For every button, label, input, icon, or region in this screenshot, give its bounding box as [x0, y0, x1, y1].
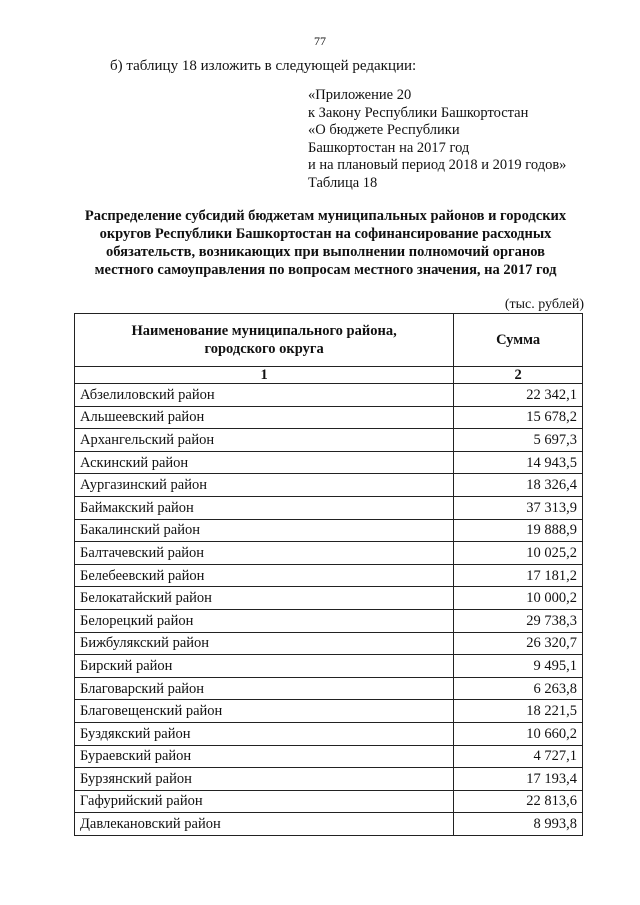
table-title	[68, 207, 583, 279]
subsidy-amount: 29 738,3	[454, 609, 583, 632]
table-row	[75, 587, 583, 610]
subsidy-amount: 5 697,3	[454, 429, 583, 452]
district-name: Белокатайский район	[75, 587, 454, 610]
table-row	[75, 451, 583, 474]
appendix-block	[308, 87, 566, 192]
subsidy-amount: 18 221,5	[454, 700, 583, 723]
appendix-line: Таблица 18	[308, 174, 378, 191]
subsidy-amount: 6 263,8	[454, 677, 583, 700]
district-name: Архангельский район	[75, 429, 454, 452]
district-name: Балтачевский район	[75, 542, 454, 565]
column-number-row	[75, 367, 583, 384]
appendix-line: и на плановый период 2018 и 2019 годов»	[308, 157, 567, 173]
table-row	[75, 519, 583, 542]
table-row	[75, 406, 583, 429]
district-name: Гафурийский район	[75, 790, 454, 813]
table-row	[75, 609, 583, 632]
table-row	[75, 384, 583, 407]
table-row	[75, 429, 583, 452]
district-name: Абзелиловский район	[75, 384, 454, 407]
title-line: местного самоуправления по вопросам местного значения, на 2017 год	[94, 262, 557, 278]
column-number: 1	[75, 367, 454, 384]
table-body	[75, 384, 583, 836]
table-row	[75, 564, 583, 587]
table-row	[75, 768, 583, 791]
subsidy-amount: 8 993,8	[454, 813, 583, 836]
header-name	[75, 314, 454, 367]
subsidy-amount: 18 326,4	[454, 474, 583, 497]
title-line: Распределение субсидий бюджетам муниципальных районов и городских	[84, 208, 567, 224]
district-name: Аскинский район	[75, 451, 454, 474]
subsidy-amount: 9 495,1	[454, 655, 583, 678]
subsidy-amount: 15 678,2	[454, 406, 583, 429]
district-name: Благовещенский район	[75, 700, 454, 723]
table-row	[75, 745, 583, 768]
intro-text: б) таблицу 18 изложить в следующей редакции:	[110, 58, 417, 74]
header-sum: Сумма	[454, 314, 583, 367]
subsidy-amount: 4 727,1	[454, 745, 583, 768]
units-label: (тыс. рублей)	[504, 297, 584, 312]
appendix-line: Башкортостан на 2017 год	[308, 139, 470, 156]
column-number: 2	[454, 367, 583, 384]
table-header-row	[75, 314, 583, 367]
district-name: Бижбулякский район	[75, 632, 454, 655]
table-row	[75, 722, 583, 745]
district-name: Баймакский район	[75, 496, 454, 519]
subsidy-table	[74, 313, 583, 836]
district-name: Белорецкий район	[75, 609, 454, 632]
subsidy-amount: 14 943,5	[454, 451, 583, 474]
district-name: Бураевский район	[75, 745, 454, 768]
table-row	[75, 813, 583, 836]
subsidy-amount: 17 193,4	[454, 768, 583, 791]
subsidy-amount: 10 025,2	[454, 542, 583, 565]
appendix-line: «О бюджете Республики	[308, 122, 460, 138]
header-name-line: городского округа	[204, 341, 324, 357]
subsidy-amount: 22 813,6	[454, 790, 583, 813]
table-row	[75, 496, 583, 519]
district-name: Альшеевский район	[75, 406, 454, 429]
title-line: обязательств, возникающих при выполнении полномочий органов	[106, 244, 545, 260]
table-row	[75, 542, 583, 565]
district-name: Давлекановский район	[75, 813, 454, 836]
subsidy-amount: 19 888,9	[454, 519, 583, 542]
district-name: Бурзянский район	[75, 768, 454, 791]
subsidy-amount: 17 181,2	[454, 564, 583, 587]
district-name: Белебеевский район	[75, 564, 454, 587]
table-row	[75, 632, 583, 655]
table-row	[75, 700, 583, 723]
district-name: Благоварский район	[75, 677, 454, 700]
page-number: 77	[314, 34, 326, 48]
district-name: Аургазинский район	[75, 474, 454, 497]
district-name: Бакалинский район	[75, 519, 454, 542]
subsidy-amount: 10 660,2	[454, 722, 583, 745]
subsidy-amount: 22 342,1	[454, 384, 583, 407]
appendix-line: «Приложение 20	[308, 87, 412, 103]
district-name: Бирский район	[75, 655, 454, 678]
appendix-line: к Закону Республики Башкортостан	[308, 104, 529, 121]
title-line: округов Республики Башкортостан на софинансирование расходных	[99, 226, 552, 242]
header-name-line: Наименование муниципального района,	[131, 323, 397, 339]
table-row	[75, 474, 583, 497]
table-row	[75, 677, 583, 700]
district-name: Буздякский район	[75, 722, 454, 745]
subsidy-amount: 26 320,7	[454, 632, 583, 655]
table-row	[75, 655, 583, 678]
subsidy-amount: 37 313,9	[454, 496, 583, 519]
table-row	[75, 790, 583, 813]
subsidy-amount: 10 000,2	[454, 587, 583, 610]
